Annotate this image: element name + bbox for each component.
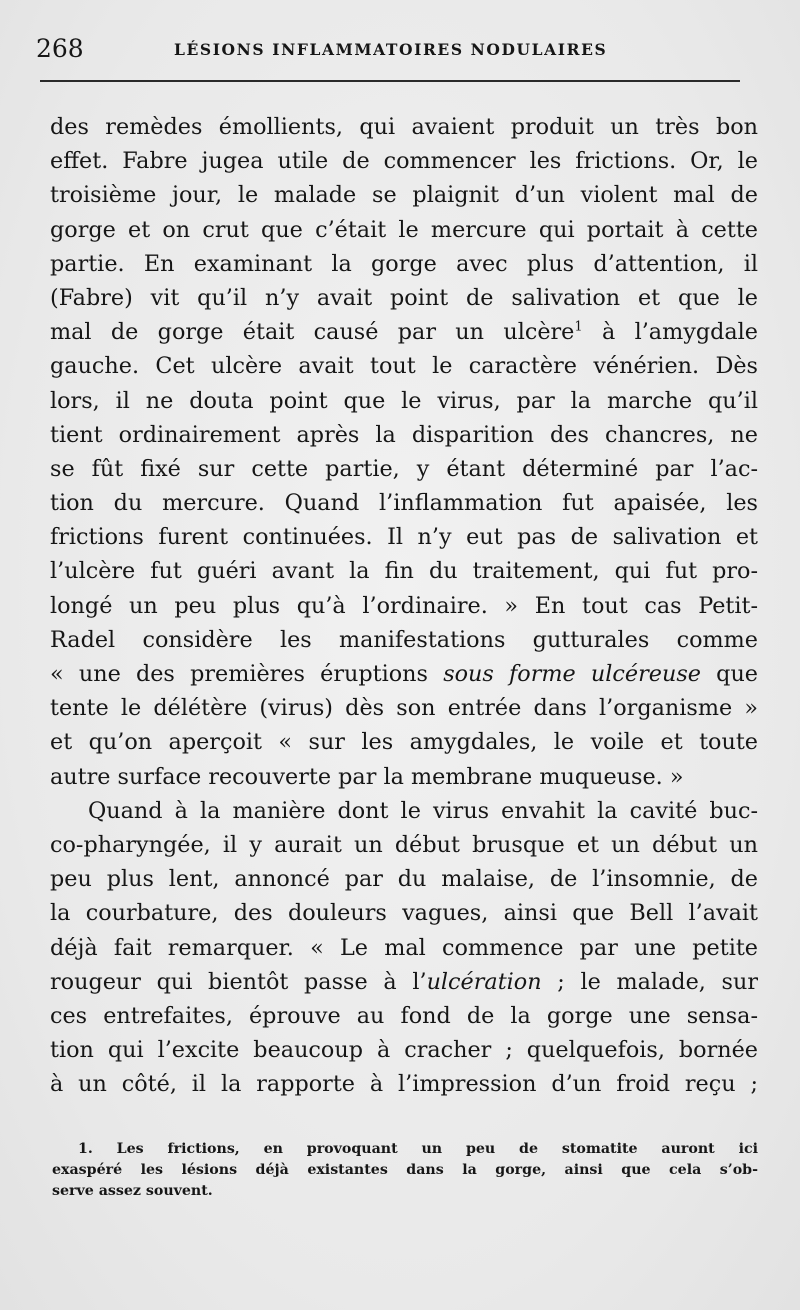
text-line: autre surface recouverte par la membrane muqueuse. » bbox=[50, 763, 684, 790]
text-segment: à l’amygdale bbox=[582, 319, 758, 346]
text-line: à un côté, il la rapporte à l’impression d’un froid reçu ; bbox=[50, 1071, 758, 1098]
text-line: la courbature, des douleurs vagues, ainsi que Bell l’avait bbox=[50, 900, 758, 927]
text-line: et qu’on aperçoit « sur les amygdales, le voile et toute bbox=[50, 729, 758, 756]
italic-phrase: sous forme ulcéreuse bbox=[443, 661, 701, 687]
page-number: 268 bbox=[36, 34, 84, 63]
text-line: longé un peu plus qu’à l’ordinaire. » En tout cas Petit- bbox=[50, 592, 758, 619]
footnote-line: exaspéré les lésions déjà existantes dans la gorge, ainsi que cela s’ob- bbox=[52, 1161, 758, 1178]
footnote-line: 1. Les frictions, en provoquant un peu de stomatite auront ici bbox=[78, 1141, 758, 1157]
text-segment: rougeur qui bientôt passe à bbox=[50, 968, 397, 995]
running-head bbox=[36, 34, 756, 68]
text-segment: ; le malade, sur bbox=[541, 968, 758, 995]
text-line: tente le délétère (virus) dès son entrée dans l’organisme » bbox=[50, 695, 758, 722]
text-line: gorge et on crut que c’était le mercure qui portait à cette bbox=[50, 216, 758, 243]
text-segment: que bbox=[700, 661, 758, 687]
text-line: frictions furent continuées. Il n’y eut pas de salivation et bbox=[50, 524, 758, 551]
text-line: tion qui l’excite beaucoup à cracher ; quelquefois, bornée bbox=[50, 1037, 758, 1064]
text-line bbox=[50, 657, 758, 691]
paragraph-start-line: Quand à la manière dont le virus envahit la cavité buc- bbox=[88, 797, 758, 824]
text-line: tion du mercure. Quand l’inflammation fut apaisée, les bbox=[50, 490, 758, 517]
text-line: gauche. Cet ulcère avait tout le caractère vénérien. Dès bbox=[50, 353, 758, 380]
header-rule bbox=[40, 80, 740, 82]
text-line: déjà fait remarquer. « Le mal commence par une petite bbox=[50, 934, 758, 961]
italic-word: ulcération bbox=[426, 968, 542, 995]
text-segment: l’ bbox=[396, 968, 427, 995]
text-segment: « une des premières éruptions bbox=[50, 661, 428, 687]
footnotes bbox=[52, 1139, 758, 1201]
text-line: lors, il ne douta point que le virus, par la marche qu’il bbox=[50, 387, 758, 414]
text-line: ces entrefaites, éprouve au fond de la gorge une sensa- bbox=[50, 1002, 758, 1029]
text-line: troisième jour, le malade se plaignit d’un violent mal de bbox=[50, 182, 758, 209]
text-line: Radel considère les manifestations gutturales comme bbox=[50, 626, 758, 653]
footnote-reference: 1 bbox=[574, 319, 583, 335]
text-line: partie. En examinant la gorge avec plus d’attention, il bbox=[50, 250, 758, 277]
text-line: des remèdes émollients, qui avaient produit un très bon bbox=[50, 114, 758, 140]
text-segment: mal de gorge était causé par un ulcère bbox=[50, 319, 575, 346]
body-text bbox=[50, 110, 758, 1101]
text-line: tient ordinairement après la disparition des chancres, ne bbox=[50, 421, 758, 448]
footnote-line: serve assez souvent. bbox=[52, 1182, 213, 1199]
text-line: (Fabre) vit qu’il n’y avait point de salivation et que le bbox=[50, 284, 758, 311]
text-line bbox=[50, 965, 758, 999]
text-line: co-pharyngée, il y aurait un début brusque et un début un bbox=[50, 831, 758, 858]
text-line: l’ulcère fut guéri avant la fin du traitement, qui fut pro- bbox=[50, 558, 758, 585]
text-line bbox=[50, 315, 758, 349]
text-line: peu plus lent, annoncé par du malaise, de l’insomnie, de bbox=[50, 866, 758, 893]
text-line: effet. Fabre jugea utile de commencer les frictions. Or, le bbox=[50, 148, 758, 175]
text-line: se fût fixé sur cette partie, y étant déterminé par l’ac- bbox=[50, 455, 758, 482]
running-title: LÉSIONS INFLAMMATOIRES NODULAIRES bbox=[174, 40, 608, 59]
